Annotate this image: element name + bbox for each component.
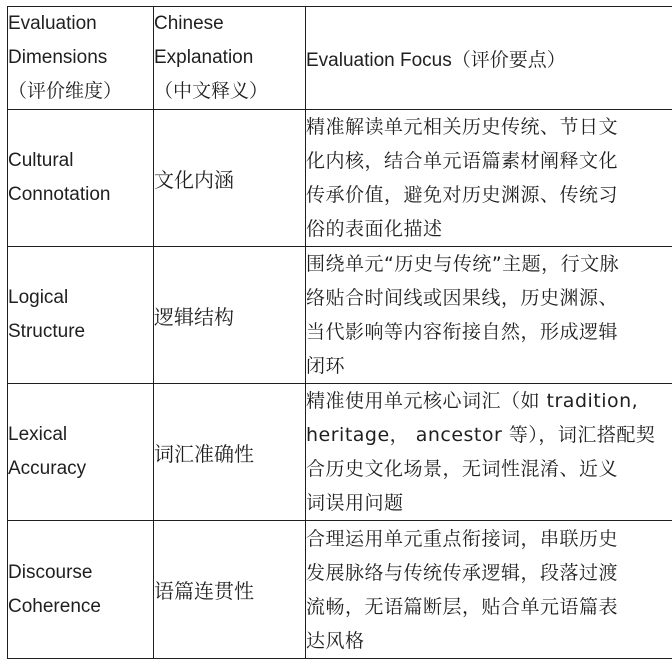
focus-line: 当代影响等内容衔接自然，形成逻辑 xyxy=(306,315,672,349)
focus-line: 传承价值，避免对历史渊源、传统习 xyxy=(306,178,672,212)
evaluation-focus-cell xyxy=(306,384,672,521)
evaluation-focus-cell xyxy=(306,247,672,384)
header-dimension xyxy=(8,7,154,110)
chinese-explanation-cell: 词汇准确性 xyxy=(154,384,306,521)
chinese-explanation-cell: 语篇连贯性 xyxy=(154,521,306,659)
dimension-cell xyxy=(8,247,154,384)
focus-line: 俗的表面化描述 xyxy=(306,212,672,246)
focus-line: 化内核，结合单元语篇素材阐释文化 xyxy=(306,144,672,178)
header-chinese-explanation xyxy=(154,7,306,110)
table-header-row xyxy=(8,7,672,110)
dimension-line: Discourse xyxy=(8,556,153,590)
dimension-line: Cultural xyxy=(8,144,153,178)
dimension-line: Coherence xyxy=(8,590,153,624)
table-row xyxy=(8,110,672,247)
dimension-line: Structure xyxy=(8,315,153,349)
dimension-cell xyxy=(8,384,154,521)
evaluation-focus-cell xyxy=(306,521,672,659)
focus-line: 达风格 xyxy=(306,624,672,658)
focus-line: 合理运用单元重点衔接词，串联历史 xyxy=(306,522,672,556)
header-evaluation-focus: Evaluation Focus（评价要点） xyxy=(306,7,672,110)
focus-line: 闭环 xyxy=(306,349,672,383)
dimension-line: Accuracy xyxy=(8,452,153,486)
table-row xyxy=(8,384,672,521)
table-row xyxy=(8,521,672,659)
header-dimension-line: （评价维度） xyxy=(8,75,153,109)
table-row xyxy=(8,247,672,384)
header-dimension-line: Dimensions xyxy=(8,41,153,75)
dimension-cell xyxy=(8,110,154,247)
chinese-explanation-cell: 逻辑结构 xyxy=(154,247,306,384)
header-chinese-line: Explanation xyxy=(154,41,305,75)
focus-line: 围绕单元“历史与传统”主题，行文脉 xyxy=(306,247,672,281)
dimension-line: Connotation xyxy=(8,178,153,212)
focus-line: 合历史文化场景，无词性混淆、近义 xyxy=(306,452,672,486)
focus-line: 络贴合时间线或因果线，历史渊源、 xyxy=(306,281,672,315)
evaluation-focus-cell xyxy=(306,110,672,247)
focus-line: 精准解读单元相关历史传统、节日文 xyxy=(306,110,672,144)
header-chinese-line: Chinese xyxy=(154,7,305,41)
evaluation-rubric-table xyxy=(7,6,672,659)
header-dimension-line: Evaluation xyxy=(8,7,153,41)
dimension-line: Lexical xyxy=(8,418,153,452)
dimension-cell xyxy=(8,521,154,659)
focus-line: heritage， ancestor 等），词汇搭配契 xyxy=(306,418,672,452)
dimension-line: Logical xyxy=(8,281,153,315)
focus-line: 流畅，无语篇断层，贴合单元语篇表 xyxy=(306,590,672,624)
focus-line: 词误用问题 xyxy=(306,486,672,520)
focus-line: 精准使用单元核心词汇（如 tradition, xyxy=(306,384,672,418)
focus-line: 发展脉络与传统传承逻辑，段落过渡 xyxy=(306,556,672,590)
header-chinese-line: （中文释义） xyxy=(154,75,305,109)
chinese-explanation-cell: 文化内涵 xyxy=(154,110,306,247)
